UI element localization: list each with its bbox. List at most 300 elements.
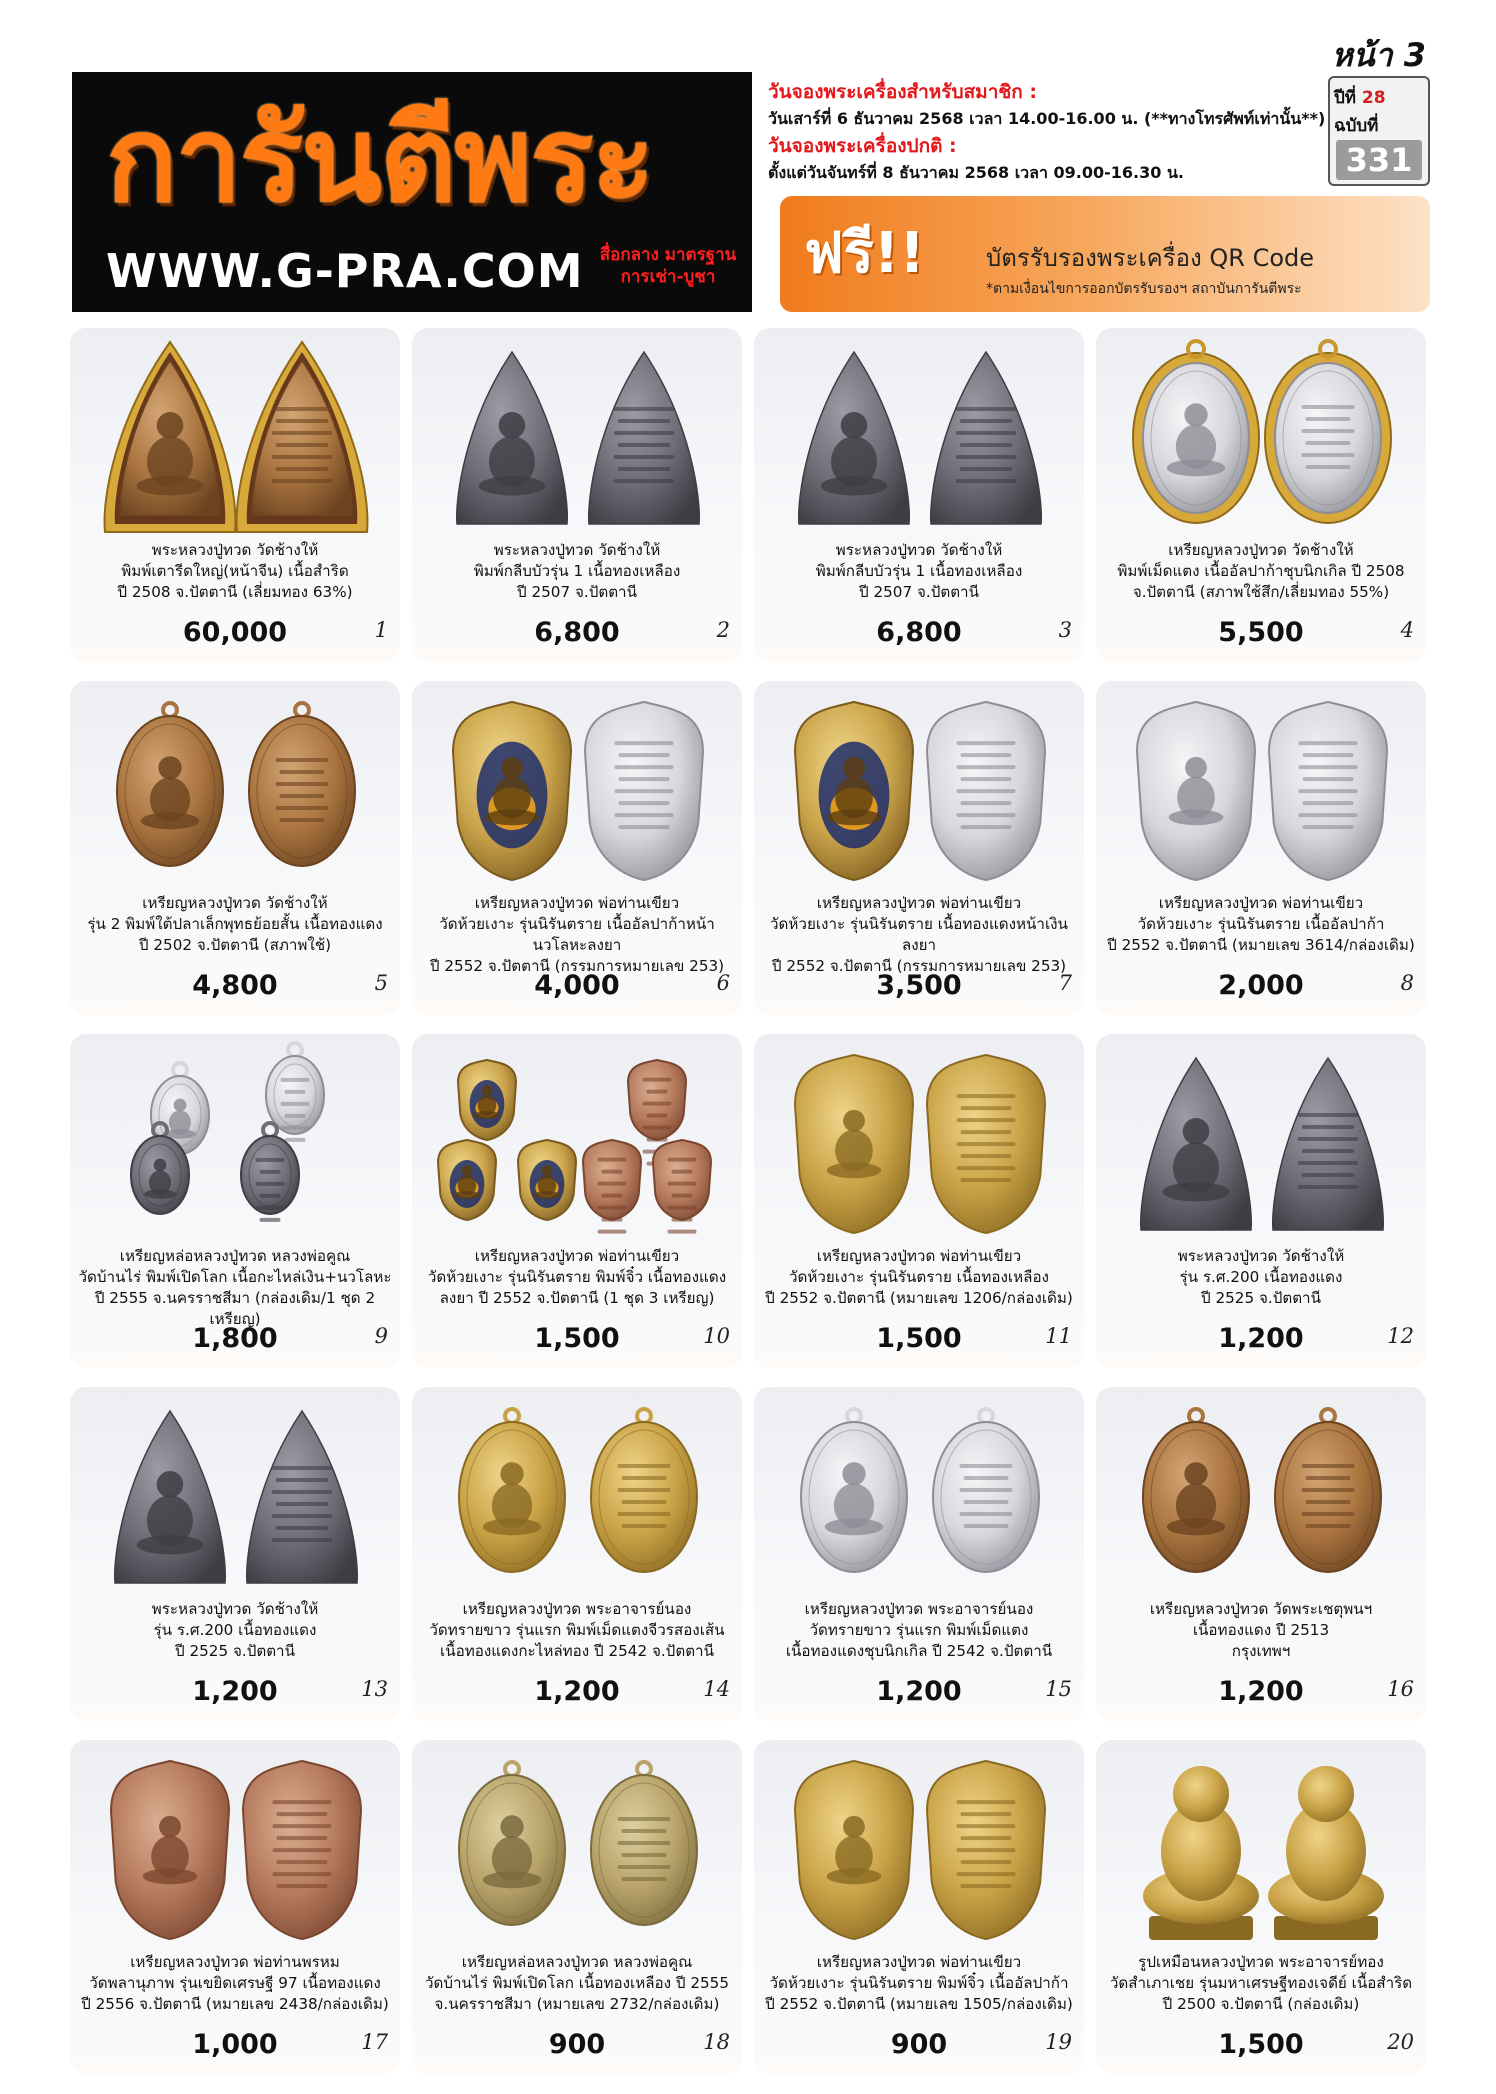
item-number: 12 — [1387, 1324, 1414, 1348]
amulet-card[interactable] — [412, 1387, 742, 1721]
amulet-front-monk-head — [500, 1462, 523, 1485]
volume-number: 28 — [1361, 88, 1386, 108]
amulet-photo — [754, 1746, 1084, 1946]
item-title: เหรียญหลวงปู่ทวด วัดช้างให้ — [142, 894, 328, 912]
item-description — [1100, 540, 1422, 603]
item-price: 1,200 — [876, 1676, 962, 1707]
amulet-photo — [70, 1746, 400, 1946]
amulet-back-inscription-line — [280, 794, 325, 798]
item-price: 1,200 — [1218, 1323, 1304, 1354]
amulet-back-inscription-line — [1302, 429, 1355, 433]
item-title: เหรียญหลวงปู่ทวด วัดพระเชตุพนฯ — [1149, 1600, 1373, 1618]
amulet-card[interactable] — [412, 1740, 742, 2074]
item-detail-line: ลงยา ปี 2552 จ.ปัตตานี (1 ชุด 3 เหรียญ) — [439, 1289, 715, 1307]
amulet-back-inscription-line — [615, 813, 674, 817]
amulet-back-inscription-line — [618, 443, 671, 447]
item-price: 1,500 — [876, 1323, 962, 1354]
free-word: ฟรี!! — [804, 221, 925, 286]
amulet-back-inscription-line — [1299, 789, 1358, 793]
item-detail-line: พิมพ์กลีบบัวรุ่น 1 เนื้อทองเหลือง — [473, 562, 681, 580]
amulet-front-monk-legs — [485, 809, 540, 825]
item-detail-line: พิมพ์กลีบบัวรุ่น 1 เนื้อทองเหลือง — [815, 562, 1023, 580]
item-title: พระหลวงปู่ทวด วัดช้างให้ — [151, 541, 319, 559]
amulet-front-monk-legs — [141, 812, 199, 829]
amulet-back-inscription-line — [615, 789, 674, 793]
amulet-card[interactable] — [1096, 681, 1426, 1015]
item-detail-line: รุ่น ร.ศ.200 เนื้อทองแดง — [1179, 1268, 1343, 1286]
amulet-back-inscription-line — [614, 455, 675, 459]
item-number: 5 — [374, 971, 388, 995]
amulet-card[interactable] — [412, 1034, 742, 1368]
amulet-front-monk-head — [1184, 1462, 1207, 1485]
item-number: 10 — [703, 1324, 730, 1348]
item-description — [758, 540, 1080, 603]
logo-url[interactable]: WWW.G-PRA.COM — [106, 244, 584, 298]
free-note: *ตามเงื่อนไขการออกบัตรรับรองฯ สถาบันการันตีพระ — [986, 281, 1302, 297]
amulet-photo — [1096, 1393, 1426, 1593]
amulet-back-inscription-line — [1303, 825, 1354, 829]
amulet-front-monk-head — [154, 1159, 167, 1172]
volume-row — [1334, 84, 1386, 111]
item-price: 5,500 — [1218, 617, 1304, 648]
amulet-back-inscription-line — [256, 1206, 285, 1210]
amulet-back-inscription-line — [276, 1502, 329, 1506]
item-description — [416, 1952, 738, 2015]
amulet-back-inscription-line — [961, 1812, 1012, 1816]
amulet-card[interactable] — [412, 681, 742, 1015]
amulet-card[interactable] — [754, 1740, 1084, 2074]
item-title: เหรียญหลวงปู่ทวด พระอาจารย์นอง — [462, 1600, 692, 1618]
item-description — [1100, 1952, 1422, 2015]
amulet-back-inscription-line — [961, 1884, 1012, 1888]
amulet-back-inscription-line — [957, 1142, 1016, 1146]
item-detail-line: รุ่น 2 พิมพ์ใต้ปลาเล็กพุทธย้อยสั้น เนื้อทองแดง — [87, 915, 383, 933]
item-price: 6,800 — [534, 617, 620, 648]
amulet-card[interactable] — [70, 681, 400, 1015]
amulet-back-inscription-line — [622, 1476, 667, 1480]
amulet-back-inscription-line — [956, 431, 1017, 435]
amulet-back-inscription-line — [1298, 1185, 1359, 1189]
item-price: 2,000 — [1218, 970, 1304, 1001]
amulet-back-inscription-line — [1303, 753, 1354, 757]
amulet-back-inscription-line — [622, 1877, 667, 1881]
amulet-back-inscription-line — [643, 1126, 672, 1130]
item-detail-line: วัดห้วยเงาะ รุ่นนิรันตราย เนื้อทองเหลือง — [789, 1268, 1049, 1286]
item-number: 8 — [1400, 971, 1414, 995]
amulet-back-inscription-line — [277, 1812, 328, 1816]
amulet-back-oval-medal — [591, 1775, 697, 1925]
amulet-back-inscription-line — [272, 407, 333, 411]
item-price: 1,800 — [192, 1323, 278, 1354]
item-detail-line: เนื้อทองแดงชุบนิกเกิล ปี 2542 จ.ปัตตานี — [785, 1642, 1053, 1660]
amulet-front-monk-legs — [1167, 459, 1225, 476]
amulet-back-inscription-line — [1299, 741, 1358, 745]
amulet-front-monk-legs — [144, 1189, 176, 1198]
amulet-back-inscription-line — [622, 1853, 667, 1857]
item-title: พระหลวงปู่ทวด วัดช้างให้ — [151, 1600, 319, 1618]
amulet-back-inscription-line — [1306, 441, 1351, 445]
amulet-back-inscription-line — [1306, 417, 1351, 421]
amulet-front-monk-legs — [827, 809, 882, 825]
amulet-photo — [412, 1746, 742, 1946]
amulet-back-inscription-line — [622, 1500, 667, 1504]
item-number: 2 — [716, 618, 730, 642]
item-description — [1100, 893, 1422, 956]
amulet-front-bail-ring — [173, 1063, 187, 1077]
amulet-photo — [70, 1393, 400, 1593]
logo-tagline: สื่อกลาง มาตรฐาน การเช่า-บูชา — [599, 245, 737, 287]
amulet-back-inscription-line — [618, 1865, 671, 1869]
amulet-back-inscription-line — [961, 753, 1012, 757]
item-detail-line: ปี 2555 จ.นครราชสีมา (กล่องเดิม/1 ชุด 2 เหรียญ) — [94, 1289, 376, 1328]
amulet-back-triangle-amulet — [931, 352, 1042, 524]
amulet-back-inscription-line — [1302, 1512, 1355, 1516]
amulet-back-inscription-line — [598, 1206, 627, 1210]
amulet-back-inscription-line — [280, 770, 325, 774]
amulet-card[interactable] — [754, 681, 1084, 1015]
amulet-card[interactable] — [70, 328, 400, 662]
amulet-back-inscription-line — [1299, 765, 1358, 769]
amulet-back-inscription-line — [598, 1182, 627, 1186]
amulet-back-inscription-line — [672, 1194, 693, 1198]
regular-booking-heading: วันจองพระเครื่องปกติ : — [768, 135, 957, 157]
item-title: เหรียญหลวงปู่ทวด พ่อท่านเขียว — [816, 1247, 1022, 1265]
amulet-back-inscription-line — [276, 758, 329, 762]
amulet-back-inscription-line — [672, 1170, 693, 1174]
item-detail-line: วัดห้วยเงาะ รุ่นนิรันตราย เนื้ออัลปาก้าหน้านวโลหะลงยา — [439, 915, 715, 954]
amulet-back-inscription-line — [281, 1126, 310, 1130]
amulet-back-inscription-line — [957, 1800, 1016, 1804]
amulet-card[interactable] — [412, 328, 742, 662]
amulet-back-inscription-line — [1306, 465, 1351, 469]
amulet-front-monk-head — [499, 412, 526, 439]
item-detail-line: วัดสำเภาเชย รุ่นมหาเศรษฐีทองเจดีย์ เนื้อสำริด — [1109, 1974, 1413, 1992]
item-number: 3 — [1058, 618, 1072, 642]
amulet-front-monk-head — [843, 1816, 865, 1838]
amulet-back-inscription-line — [957, 741, 1016, 745]
amulet-back-inscription-line — [272, 1538, 333, 1542]
item-number: 6 — [716, 971, 730, 995]
amulet-photo — [754, 1040, 1084, 1240]
amulet-back-inscription-line — [957, 1824, 1016, 1828]
item-number: 4 — [1400, 618, 1414, 642]
amulet-back-inscription-line — [647, 1114, 668, 1118]
amulet-back-inscription-line — [273, 1872, 332, 1876]
amulet-front-monk-legs — [137, 476, 204, 495]
amulet-front-monk-legs — [479, 476, 546, 495]
amulet-grid — [70, 328, 1428, 2074]
amulet-front-monk-legs — [1167, 1518, 1225, 1535]
item-price: 4,000 — [534, 970, 620, 1001]
amulet-front-monk-head — [159, 1816, 181, 1838]
amulet-front-monk-head — [841, 412, 868, 439]
amulet-back-inscription-line — [961, 1154, 1012, 1158]
issue-badge — [1328, 76, 1430, 186]
amulet-back-inscription-line — [961, 777, 1012, 781]
amulet-back-inscription-line — [960, 419, 1013, 423]
amulet-back-inscription-line — [276, 806, 329, 810]
item-detail-line: วัดห้วยเงาะ รุ่นนิรันตราย เนื้ออัลปาก้า — [1137, 915, 1385, 933]
item-price: 6,800 — [876, 617, 962, 648]
amulet-photo — [754, 687, 1084, 887]
item-description — [758, 1246, 1080, 1309]
amulet-card[interactable] — [754, 1387, 1084, 1721]
amulet-back-inscription-line — [619, 753, 670, 757]
amulet-back-inscription-line — [260, 1194, 281, 1198]
amulet-photo — [412, 334, 742, 534]
item-detail-line: พิมพ์เม็ดแตง เนื้ออัลปาก้าชุบนิกเกิล ปี 2508 — [1117, 562, 1405, 580]
amulet-back-inscription-line — [1306, 1476, 1351, 1480]
amulet-back-inscription-line — [622, 1829, 667, 1833]
amulet-back-inscription-line — [956, 479, 1017, 483]
amulet-back-inscription-line — [1302, 1173, 1355, 1177]
item-title: เหรียญหล่อหลวงปู่ทวด หลวงพ่อคูณ — [119, 1247, 351, 1265]
amulet-back-bail-ring — [637, 1762, 651, 1776]
amulet-front-monk-head — [158, 756, 181, 779]
amulet-back-inscription-line — [961, 1178, 1012, 1182]
amulet-back-inscription-line — [964, 1524, 1009, 1528]
booking-info — [768, 78, 1328, 186]
item-price: 1,500 — [534, 1323, 620, 1354]
item-price: 900 — [890, 2029, 948, 2060]
amulet-back-oval-medal — [266, 1056, 324, 1134]
amulet-back-oval-medal — [591, 1422, 697, 1572]
amulet-card[interactable] — [754, 328, 1084, 662]
item-title: เหรียญหลวงปู่ทวด วัดช้างให้ — [1168, 541, 1354, 559]
item-detail-line: เนื้อทองแดง ปี 2513 — [1192, 1621, 1330, 1639]
amulet-card[interactable] — [70, 1034, 400, 1368]
amulet-back-inscription-line — [1302, 1125, 1355, 1129]
item-detail-line: ปี 2525 จ.ปัตตานี — [1201, 1289, 1321, 1307]
item-title: เหรียญหลวงปู่ทวด พ่อท่านเขียว — [816, 1953, 1022, 1971]
amulet-front-monk-head — [462, 1165, 473, 1176]
amulet-back-inscription-line — [1302, 1149, 1355, 1153]
amulet-back-inscription-line — [285, 1114, 306, 1118]
amulet-front-monk-head — [1183, 1118, 1210, 1145]
volume-label: ปีที่ — [1334, 88, 1356, 108]
item-detail-line: ปี 2502 จ.ปัตตานี (สภาพใช้) — [138, 936, 332, 954]
amulet-back-inscription-line — [1306, 1500, 1351, 1504]
amulet-back-inscription-line — [1302, 453, 1355, 457]
item-price: 1,500 — [1218, 2029, 1304, 2060]
item-description — [416, 1246, 738, 1309]
amulet-front-monk-legs — [534, 1191, 561, 1199]
amulet-back-inscription-line — [618, 1488, 671, 1492]
item-number: 14 — [703, 1677, 730, 1701]
item-price: 1,000 — [192, 2029, 278, 2060]
amulet-back-inscription-line — [957, 1118, 1016, 1122]
amulet-back-inscription-line — [285, 1090, 306, 1094]
amulet-front-monk-legs — [825, 1518, 883, 1535]
amulet-back-inscription-line — [614, 431, 675, 435]
amulet-back-inscription-line — [956, 407, 1017, 411]
amulet-back-inscription-line — [618, 1464, 671, 1468]
amulet-back-inscription-line — [615, 765, 674, 769]
item-number: 1 — [374, 618, 388, 642]
item-detail-line: ปี 2552 จ.ปัตตานี (หมายเลข 3614/กล่องเดิม) — [1107, 936, 1415, 954]
amulet-back-oval-medal — [241, 1136, 299, 1214]
amulet-back-inscription-line — [1303, 777, 1354, 781]
amulet-front-monk-head — [542, 1165, 553, 1176]
amulet-front-bail-ring — [505, 1762, 519, 1776]
amulet-photo — [412, 1393, 742, 1593]
amulet-card[interactable] — [1096, 1034, 1426, 1368]
page-number: หน้า 3 — [1331, 36, 1426, 74]
amulet-back-inscription-line — [256, 1158, 285, 1162]
amulet-back-inscription-line — [1298, 1113, 1359, 1117]
amulet-back-inscription-line — [957, 1094, 1016, 1098]
item-detail-line: วัดทรายขาว รุ่นแรก พิมพ์เม็ดแตงจีวรสองเส้น — [429, 1621, 725, 1639]
item-detail-line: ปี 2552 จ.ปัตตานี (หมายเลข 1505/กล่องเดิม) — [765, 1995, 1073, 2013]
item-price: 1,200 — [1218, 1676, 1304, 1707]
item-description — [416, 893, 738, 977]
amulet-back-inscription-line — [602, 1218, 623, 1222]
item-detail-line: วัดห้วยเงาะ รุ่นนิรันตราย พิมพ์จิ๋ว เนื้อทองแดง — [427, 1268, 727, 1286]
item-number: 20 — [1387, 2030, 1414, 2054]
amulet-back-inscription-line — [598, 1230, 627, 1234]
statue-front-head — [1173, 1766, 1229, 1822]
amulet-back-bail-ring — [637, 1409, 651, 1423]
amulet-back-inscription-line — [272, 455, 333, 459]
amulet-back-inscription-line — [256, 1182, 285, 1186]
amulet-card[interactable] — [1096, 1740, 1426, 2074]
amulet-back-inscription-line — [960, 443, 1013, 447]
amulet-back-inscription-line — [643, 1078, 672, 1082]
item-title: เหรียญหล่อหลวงปู่ทวด หลวงพ่อคูณ — [461, 1953, 693, 1971]
item-description — [74, 1952, 396, 2015]
item-title: เหรียญหลวงปู่ทวด พ่อท่านเขียว — [1158, 894, 1364, 912]
item-detail-line: วัดทรายขาว รุ่นแรก พิมพ์เม็ดแตง — [809, 1621, 1029, 1639]
amulet-back-inscription-line — [1298, 1137, 1359, 1141]
amulet-photo — [754, 1393, 1084, 1593]
item-description — [74, 1599, 396, 1662]
amulet-back-inscription-line — [618, 1841, 671, 1845]
item-detail-line: ปี 2552 จ.ปัตตานี (หมายเลข 1206/กล่องเดิม) — [765, 1289, 1073, 1307]
amulet-back-inscription-line — [614, 479, 675, 483]
amulet-back-inscription-line — [285, 1138, 306, 1142]
item-title: พระหลวงปู่ทวด วัดช้างให้ — [1177, 1247, 1345, 1265]
member-booking-text: วันเสาร์ที่ 6 ธันวาคม 2568 เวลา 14.00-16.00 น. (**ทางโทรศัพท์เท่านั้น**) — [768, 109, 1326, 128]
amulet-front-monk-head — [500, 1815, 523, 1838]
item-number: 11 — [1045, 1324, 1072, 1348]
amulet-back-oval-medal — [249, 716, 355, 866]
amulet-back-inscription-line — [957, 765, 1016, 769]
amulet-photo — [1096, 334, 1426, 534]
amulet-back-inscription-line — [260, 1218, 281, 1222]
amulet-back-inscription-line — [272, 1466, 333, 1470]
item-number: 17 — [361, 2030, 388, 2054]
statue-back-head — [1298, 1766, 1354, 1822]
amulet-back-bail-ring — [263, 1123, 277, 1137]
item-price: 1,200 — [192, 1676, 278, 1707]
amulet-card[interactable] — [70, 1387, 400, 1721]
amulet-back-bail-ring — [288, 1043, 302, 1057]
amulet-back-inscription-line — [1298, 1161, 1359, 1165]
amulet-back-inscription-line — [1303, 801, 1354, 805]
amulet-back-inscription-line — [964, 1500, 1009, 1504]
amulet-back-triangle-amulet — [1273, 1058, 1384, 1230]
amulet-back-inscription-line — [614, 407, 675, 411]
amulet-back-oval-medal — [1275, 1422, 1381, 1572]
amulet-back-inscription-line — [957, 789, 1016, 793]
item-number: 7 — [1058, 971, 1072, 995]
amulet-front-monk-legs — [483, 1518, 541, 1535]
amulet-back-bail-ring — [1321, 1409, 1335, 1423]
amulet-back-inscription-line — [960, 1464, 1013, 1468]
item-detail-line: พิมพ์เตารีดใหญ่(หน้าจีน) เนื้อสำริด — [121, 562, 349, 580]
item-detail-line: ปี 2507 จ.ปัตตานี — [859, 583, 979, 601]
item-price: 4,800 — [192, 970, 278, 1001]
item-title: พระหลวงปู่ทวด วัดช้างให้ — [835, 541, 1003, 559]
amulet-front-monk-legs — [827, 1868, 882, 1884]
amulet-front-monk-legs — [474, 1111, 501, 1119]
amulet-back-oval-medal — [933, 1422, 1039, 1572]
item-price: 60,000 — [182, 617, 288, 648]
amulet-photo — [412, 1040, 742, 1240]
amulet-back-inscription-line — [619, 777, 670, 781]
item-detail-line: กรุงเทพฯ — [1231, 1642, 1291, 1660]
amulet-back-inscription-line — [615, 741, 674, 745]
free-title: บัตรรับรองพระเครื่อง QR Code — [986, 244, 1315, 272]
amulet-front-bail-ring — [505, 1409, 519, 1423]
amulet-card[interactable] — [754, 1034, 1084, 1368]
item-detail-line: เนื้อทองแดงกะไหล่ทอง ปี 2542 จ.ปัตตานี — [440, 1642, 714, 1660]
amulet-back-inscription-line — [961, 825, 1012, 829]
item-description — [758, 1599, 1080, 1662]
amulet-back-inscription-line — [272, 1514, 333, 1518]
issue-number: 331 — [1336, 140, 1422, 180]
item-title: เหรียญหลวงปู่ทวด พ่อท่านเขียว — [474, 894, 680, 912]
amulet-back-inscription-line — [276, 782, 329, 786]
amulet-back-inscription-line — [618, 467, 671, 471]
amulet-back-inscription-line — [957, 1848, 1016, 1852]
amulet-photo — [754, 334, 1084, 534]
amulet-back-inscription-line — [276, 467, 329, 471]
item-description — [74, 893, 396, 956]
amulet-back-triangle-amulet — [247, 1411, 358, 1583]
item-description — [1100, 1246, 1422, 1309]
amulet-back-inscription-line — [957, 1166, 1016, 1170]
logo-banner — [72, 72, 752, 312]
amulet-back-inscription-line — [672, 1218, 693, 1222]
amulet-back-inscription-line — [277, 1884, 328, 1888]
amulet-front-monk-legs — [821, 476, 888, 495]
amulet-front-monk-head — [1184, 403, 1207, 426]
amulet-back-inscription-line — [280, 818, 325, 822]
amulet-front-monk-legs — [827, 1162, 882, 1178]
amulet-card[interactable] — [70, 1740, 400, 2074]
amulet-back-inscription-line — [276, 1478, 329, 1482]
item-detail-line: ปี 2552 จ.ปัตตานี (กรรมการหมายเลข 253) — [771, 957, 1067, 975]
item-detail-line: วัดห้วยเงาะ รุ่นนิรันตราย พิมพ์จิ๋ว เนื้ออัลปาก้า — [769, 1974, 1069, 1992]
amulet-back-inscription-line — [668, 1206, 697, 1210]
amulet-back-inscription-line — [1302, 1464, 1355, 1468]
amulet-card[interactable] — [1096, 328, 1426, 662]
amulet-back-inscription-line — [961, 801, 1012, 805]
amulet-back-inscription-line — [273, 1800, 332, 1804]
amulet-card[interactable] — [1096, 1387, 1426, 1721]
amulet-photo — [70, 687, 400, 887]
item-number: 19 — [1045, 2030, 1072, 2054]
amulet-back-inscription-line — [961, 1106, 1012, 1110]
amulet-back-inscription-line — [273, 1848, 332, 1852]
amulet-back-inscription-line — [668, 1182, 697, 1186]
amulet-back-inscription-line — [622, 1524, 667, 1528]
amulet-back-oval-medal — [1275, 363, 1381, 513]
amulet-front-monk-head — [842, 1462, 865, 1485]
item-description — [74, 540, 396, 603]
amulet-front-bail-ring — [163, 703, 177, 717]
